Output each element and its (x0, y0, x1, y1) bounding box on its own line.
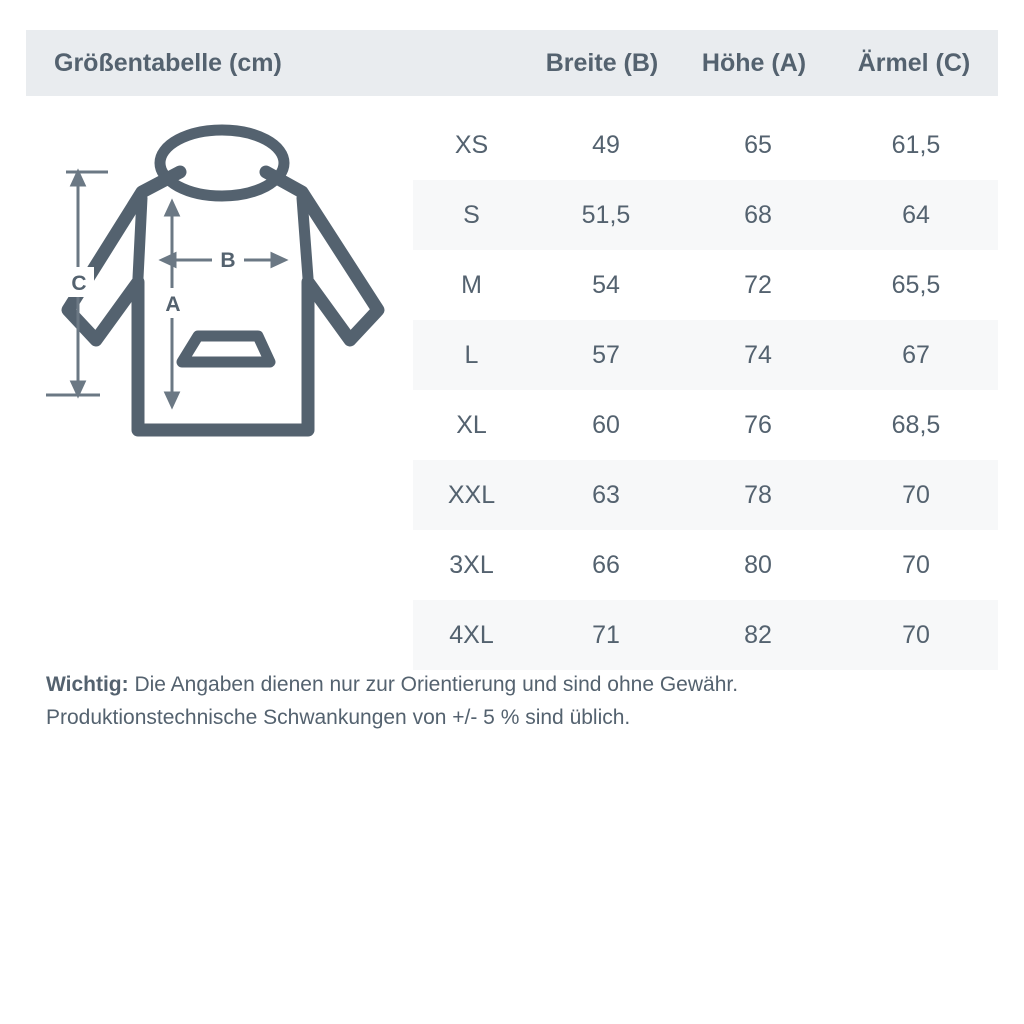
column-header-width: Breite (B) (545, 48, 659, 77)
table-row (413, 460, 998, 530)
cell-height: 80 (744, 550, 772, 579)
cell-size: 4XL (449, 620, 494, 649)
header-columns (526, 49, 998, 78)
cell-size: XS (454, 130, 489, 159)
cell-height: 65 (744, 130, 772, 159)
cell-height: 78 (744, 480, 772, 509)
table-header (26, 30, 998, 96)
hoodie-illustration (30, 110, 410, 470)
label-b: B (220, 249, 236, 272)
right-sleeve-line (302, 198, 308, 278)
cell-width: 63 (592, 480, 620, 509)
disclaimer-line-1: Die Angaben dienen nur zur Orientierung und sind ohne Gewähr. (128, 673, 739, 696)
disclaimer-line-2: Produktionstechnische Schwankungen von +/- 5 % sind üblich. (46, 706, 631, 729)
cell-sleeve: 70 (902, 480, 930, 509)
table-row (413, 390, 998, 460)
page-title: Größentabelle (cm) (54, 48, 282, 77)
cell-height: 68 (744, 200, 772, 229)
cell-height: 76 (744, 410, 772, 439)
cell-height: 82 (744, 620, 772, 649)
cell-size: XXL (447, 480, 496, 509)
cell-size: L (464, 340, 479, 369)
table-row (413, 320, 998, 390)
hood-shape (160, 130, 284, 196)
cell-width: 54 (592, 270, 620, 299)
cell-sleeve: 70 (902, 550, 930, 579)
cell-width: 49 (592, 130, 620, 159)
cell-sleeve: 65,5 (891, 270, 941, 299)
cell-size: M (461, 270, 482, 299)
cell-size: S (463, 200, 480, 229)
label-a: A (165, 293, 181, 316)
cell-size: XL (456, 410, 487, 439)
cell-size: 3XL (449, 550, 494, 579)
table-row (413, 600, 998, 670)
label-c: C (71, 272, 87, 295)
cell-height: 72 (744, 270, 772, 299)
column-header-height: Höhe (A) (701, 48, 807, 77)
cell-width: 60 (592, 410, 620, 439)
table-row (413, 110, 998, 180)
column-header-sleeve: Ärmel (C) (857, 48, 971, 77)
cell-width: 71 (592, 620, 620, 649)
cell-sleeve: 61,5 (891, 130, 941, 159)
table-row (413, 250, 998, 320)
garment-body (68, 172, 378, 430)
disclaimer-note (46, 668, 986, 734)
disclaimer-label: Wichtig: (46, 673, 129, 696)
cell-width: 66 (592, 550, 620, 579)
cell-sleeve: 70 (902, 620, 930, 649)
pocket-shape (182, 336, 270, 362)
cell-height: 74 (744, 340, 772, 369)
cell-width: 51,5 (581, 200, 631, 229)
left-sleeve-line (138, 198, 142, 278)
cell-sleeve: 67 (902, 340, 930, 369)
cell-sleeve: 64 (902, 200, 930, 229)
table-row (413, 530, 998, 600)
cell-width: 57 (592, 340, 620, 369)
cell-sleeve: 68,5 (891, 410, 941, 439)
size-table (413, 110, 998, 670)
table-row (413, 180, 998, 250)
